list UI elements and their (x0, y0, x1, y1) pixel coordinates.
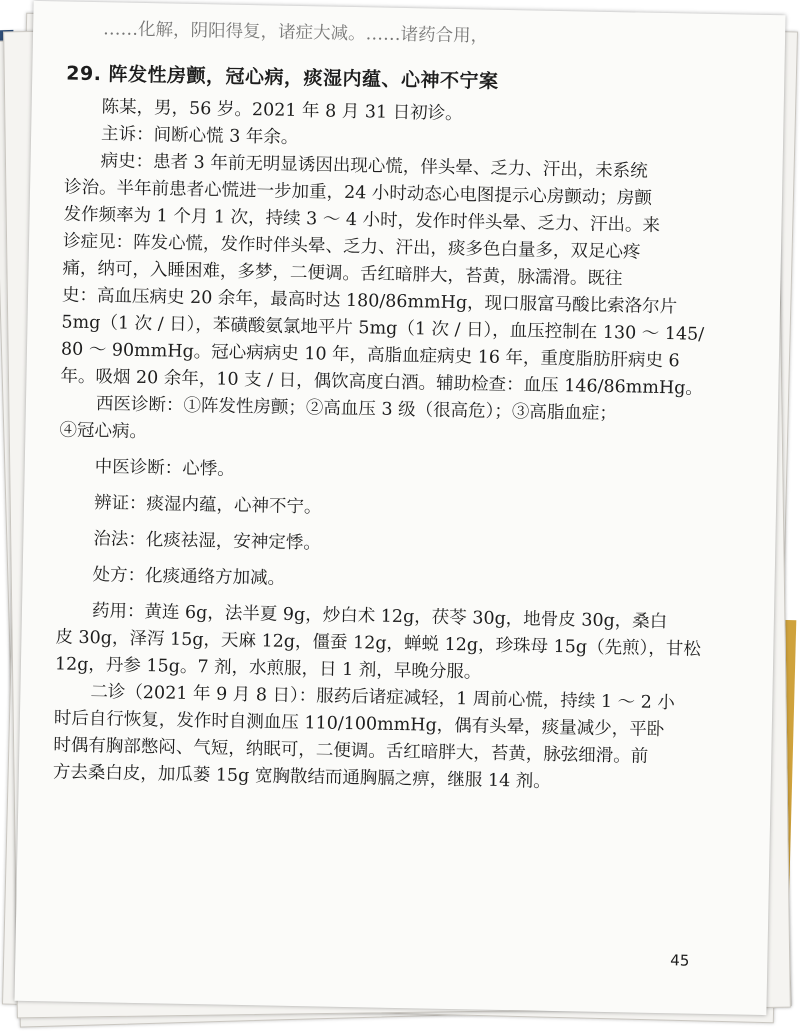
text-line: 史：高血压病史 20 余年，最高时达 180/86mmHg，现口服富马酸比索洛尔片 (61, 285, 678, 318)
text-line: 时偶有胸部憋闷、气短，纳眠可，二便调。舌红暗胖大，苔黄，脉弦细滑。前 (53, 735, 649, 767)
partial-top-line: ……化解，阴阳得复，诸症大减。……诸药合用， (102, 19, 489, 47)
text-line: 时后自行恢复，发作时自测血压 110/100mmHg，偶有头晕，痰量减少，平卧 (53, 708, 665, 741)
text-line: 方去桑白皮，加瓜蒌 15g 宽胸散结而通胸膈之痹，继服 14 剂。 (52, 762, 551, 792)
text-line: 中医诊断：心悸。 (94, 457, 235, 480)
book-page (14, 1, 785, 1015)
text-line: 病史：患者 3 年前无明显诱因出现心慌，伴头晕、乏力、汗出，未系统 (100, 151, 648, 182)
text-line: 治法：化痰祛湿，安神定悸。 (93, 529, 321, 554)
text-line: 皮 30g，泽泻 15g，天麻 12g，僵蚕 12g，蝉蜕 12g，珍珠母 15g（先煎），甘松 (55, 627, 701, 660)
text-line: 5mg（1 次 / 日），苯磺酸氨氯地平片 5mg（1 次 / 日），血压控制在 130 ～ 145/ (61, 312, 705, 345)
text-line: 辨证：痰湿内蕴，心神不宁。 (93, 493, 322, 518)
case-title: 29. 阵发性房颤，冠心病，痰湿内蕴、心神不宁案 (66, 62, 499, 93)
page-body (53, 2, 748, 800)
text-line: 诊症见：阵发心慌，发作时伴头晕、乏力、汗出，痰多色白量多，双足心疼 (62, 231, 641, 263)
text-line: 陈某，男，56 岁。2021 年 8 月 31 日初诊。 (101, 97, 463, 125)
text-line: 诊治。半年前患者心慌进一步加重，24 小时动态心电图提示心房颤动；房颤 (63, 177, 653, 209)
text-line: 西医诊断：①阵发性房颤；②高血压 3 级（很高危）；③高脂血症； (95, 394, 618, 425)
text-line: 药用：黄连 6g，法半夏 9g，炒白术 12g，茯苓 30g，地骨皮 30g，桑白 (91, 601, 668, 633)
text-line: 二诊（2021 年 9 月 8 日）：服药后诸症减轻，1 周前心慌，持续 1 ～ 2 小 (90, 682, 676, 714)
text-line: ④冠心病。 (59, 420, 148, 443)
text-line: 12g，丹参 15g。7 剂，水煎服，日 1 剂，早晚分服。 (54, 654, 482, 683)
text-line: 发作频率为 1 个月 1 次，持续 3 ～ 4 小时，发作时伴头晕、乏力、汗出。来 (63, 204, 661, 236)
text-line: 处方：化痰通络方加减。 (92, 565, 286, 589)
text-line: 年。吸烟 20 余年，10 支 / 日，偶饮高度白酒。辅助检查：血压 146/86mmHg。 (60, 366, 704, 399)
text-line: 80 ～ 90mmHg。冠心病病史 10 年，高脂血症病史 16 年，重度脂肪肝病史 6 (60, 339, 680, 372)
text-line: 痛，纳可，入睡困难，多梦，二便调。舌红暗胖大，苔黄，脉濡滑。既往 (62, 258, 623, 290)
page-number: 45 (670, 951, 690, 970)
text-line: 主诉：间断心慌 3 年余。 (100, 124, 299, 148)
